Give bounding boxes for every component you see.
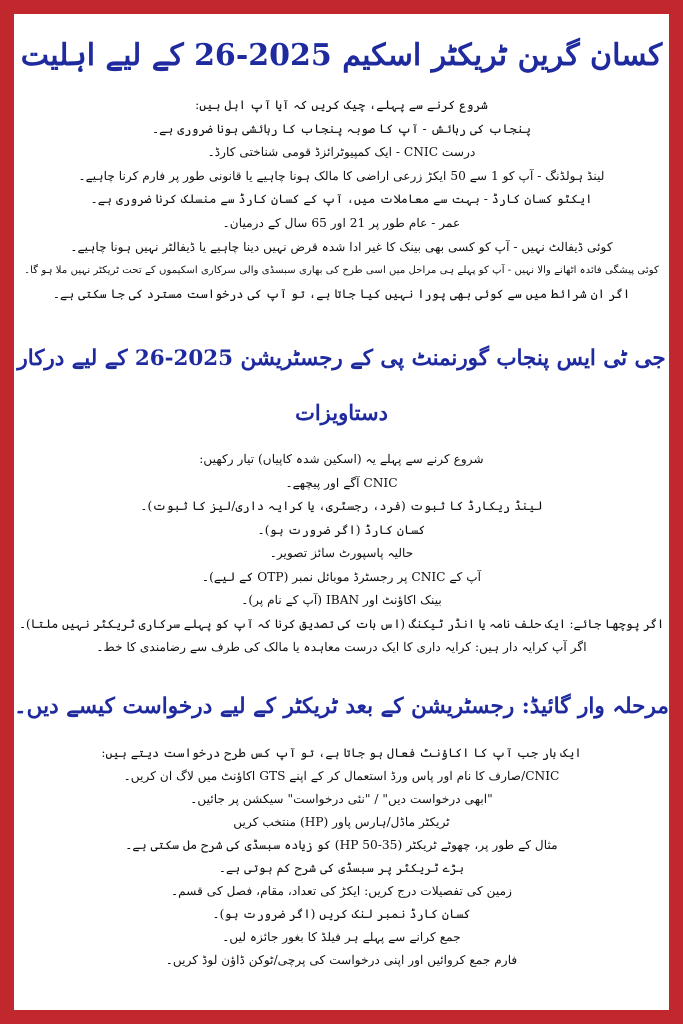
list-item: بڑے ٹریکٹر پر سبسڈی کی شرح کم ہوتی ہے۔ [218,861,465,875]
list-item: "ابھی درخواست دیں" / "نئی درخواست" سیکشن پر جائیں۔ [190,792,493,806]
documents-heading-line2: دستاویزات [295,400,388,425]
list-item: پنجاب کی رہائش - آپ کا صوبہ پنجاب کا رہائشی ہونا ضروری ہے۔ [151,121,532,136]
list-item: کسان کارڈ (اگر ضرورت ہو)۔ [257,522,426,537]
list-item: آپ کے CNIC پر رجسٹرڈ موبائل نمبر (OTP کے لیے)۔ [201,569,482,584]
list-item: لینڈ ہولڈنگ - آپ کو 1 سے 50 ایکڑ زرعی اراضی کا مالک ہونا چاہیے یا قانونی طور پر فارم کرنا چاہیے۔ [78,168,605,183]
list-item: اگر آپ کرایہ دار ہیں: کرایہ داری کا ایک درست معاہدہ یا مالک کی طرف سے رضامندی کا خط۔ [96,640,587,654]
eligibility-list [14,94,669,306]
list-item: CNIC آگے اور پیچھے۔ [285,475,398,490]
list-item: بینک اکاؤنٹ اور IBAN (آپ کے نام پر)۔ [241,593,442,607]
documents-heading: جی ٹی ایس پنجاب گورنمنٹ پی کے رجسٹریشن 2025-26 کے لیے درکار [17,346,666,371]
list-item: شروع کرنے سے پہلے یہ (اسکین شدہ کاپیاں) تیار رکھیں: [199,452,484,466]
steps-heading: مرحلہ وار گائیڈ: رجسٹریشن کے بعد ٹریکٹر کے لیے درخواست کیسے دیں۔ [14,694,669,719]
list-item: ایکٹو کسان کارڈ - بہت سے معاملات میں، آپ کے کسان کارڈ سے منسلک کرنا ضروری ہے۔ [90,192,593,207]
list-item: مثال کے طور پر، چھوٹے ٹریکٹر (35-50 HP) کو زیادہ سبسڈی کی شرح مل سکتی ہے۔ [125,838,558,852]
steps-list [14,742,669,972]
list-item: ٹریکٹر ماڈل/ہارس پاور (HP) منتخب کریں [233,815,450,829]
list-item: شروع کرنے سے پہلے، چیک کریں کہ آیا آپ اہل ہیں: [195,98,488,112]
list-item: زمین کی تفصیلات درج کریں: ایکڑ کی تعداد، مقام، فصل کی قسم۔ [170,884,512,898]
document-content [14,14,669,1010]
list-item: کوئی پیشگی فائدہ اٹھانے والا نہیں - آپ کو پہلے ہی مراحل میں اسی طرح کی بھاری سبسڈی والی سرکاری اسکیموں کے تحت ٹریکٹر نہیں ملا ہو گا۔ [24,265,659,277]
list-item: حالیہ پاسپورٹ سائز تصویر۔ [269,546,414,560]
list-item: ایک بار جب آپ کا اکاؤنٹ فعال ہو جاتا ہے، تو آپ کس طرح درخواست دیتے ہیں: [101,746,582,760]
list-item: عمر - عام طور پر 21 اور 65 سال کے درمیان۔ [222,215,461,230]
list-item: لینڈ ریکارڈ کا ثبوت (فرد، رجسٹری، یا کرایہ داری/لیز کا ثبوت)۔ [140,499,543,513]
list-item: جمع کرانے سے پہلے ہر فیلڈ کا بغور جائزہ لیں۔ [222,930,461,944]
eligibility-heading: کسان گرین ٹریکٹر اسکیم 2025-26 کے لیے اہلیت [20,38,663,73]
list-item: درست CNIC - ایک کمپیوٹرائزڈ قومی شناختی کارڈ۔ [207,145,476,160]
list-item: فارم جمع کروائیں اور اپنی درخواست کی پرچی/ٹوکن ڈاؤن لوڈ کریں۔ [165,953,518,967]
documents-list [14,448,669,660]
list-item: CNIC/صارف کا نام اور پاس ورڈ استعمال کر کے اپنے GTS اکاؤنٹ میں لاگ ان کریں۔ [123,769,560,783]
list-item: کوئی ڈیفالٹ نہیں - آپ کو کسی بھی بینک کا غیر ادا شدہ قرض نہیں دینا چاہیے یا ڈیفالٹر نہیں ہونا چاہیے۔ [70,239,613,254]
list-item: اگر پوچھا جائے: ایک حلف نامہ یا انڈر ٹیکنگ (اس بات کی تصدیق کرنا کہ آپ کو پہلے سرکاری ٹریکٹر نہیں ملتا)۔ [19,616,664,631]
list-item: کسان کارڈ نمبر لنک کریں (اگر ضرورت ہو)۔ [212,907,471,921]
list-item: اگر ان شرائط میں سے کوئی بھی پورا نہیں کیا جاتا ہے، تو آپ کی درخواست مسترد کی جا سکتی ہے۔ [52,286,631,301]
